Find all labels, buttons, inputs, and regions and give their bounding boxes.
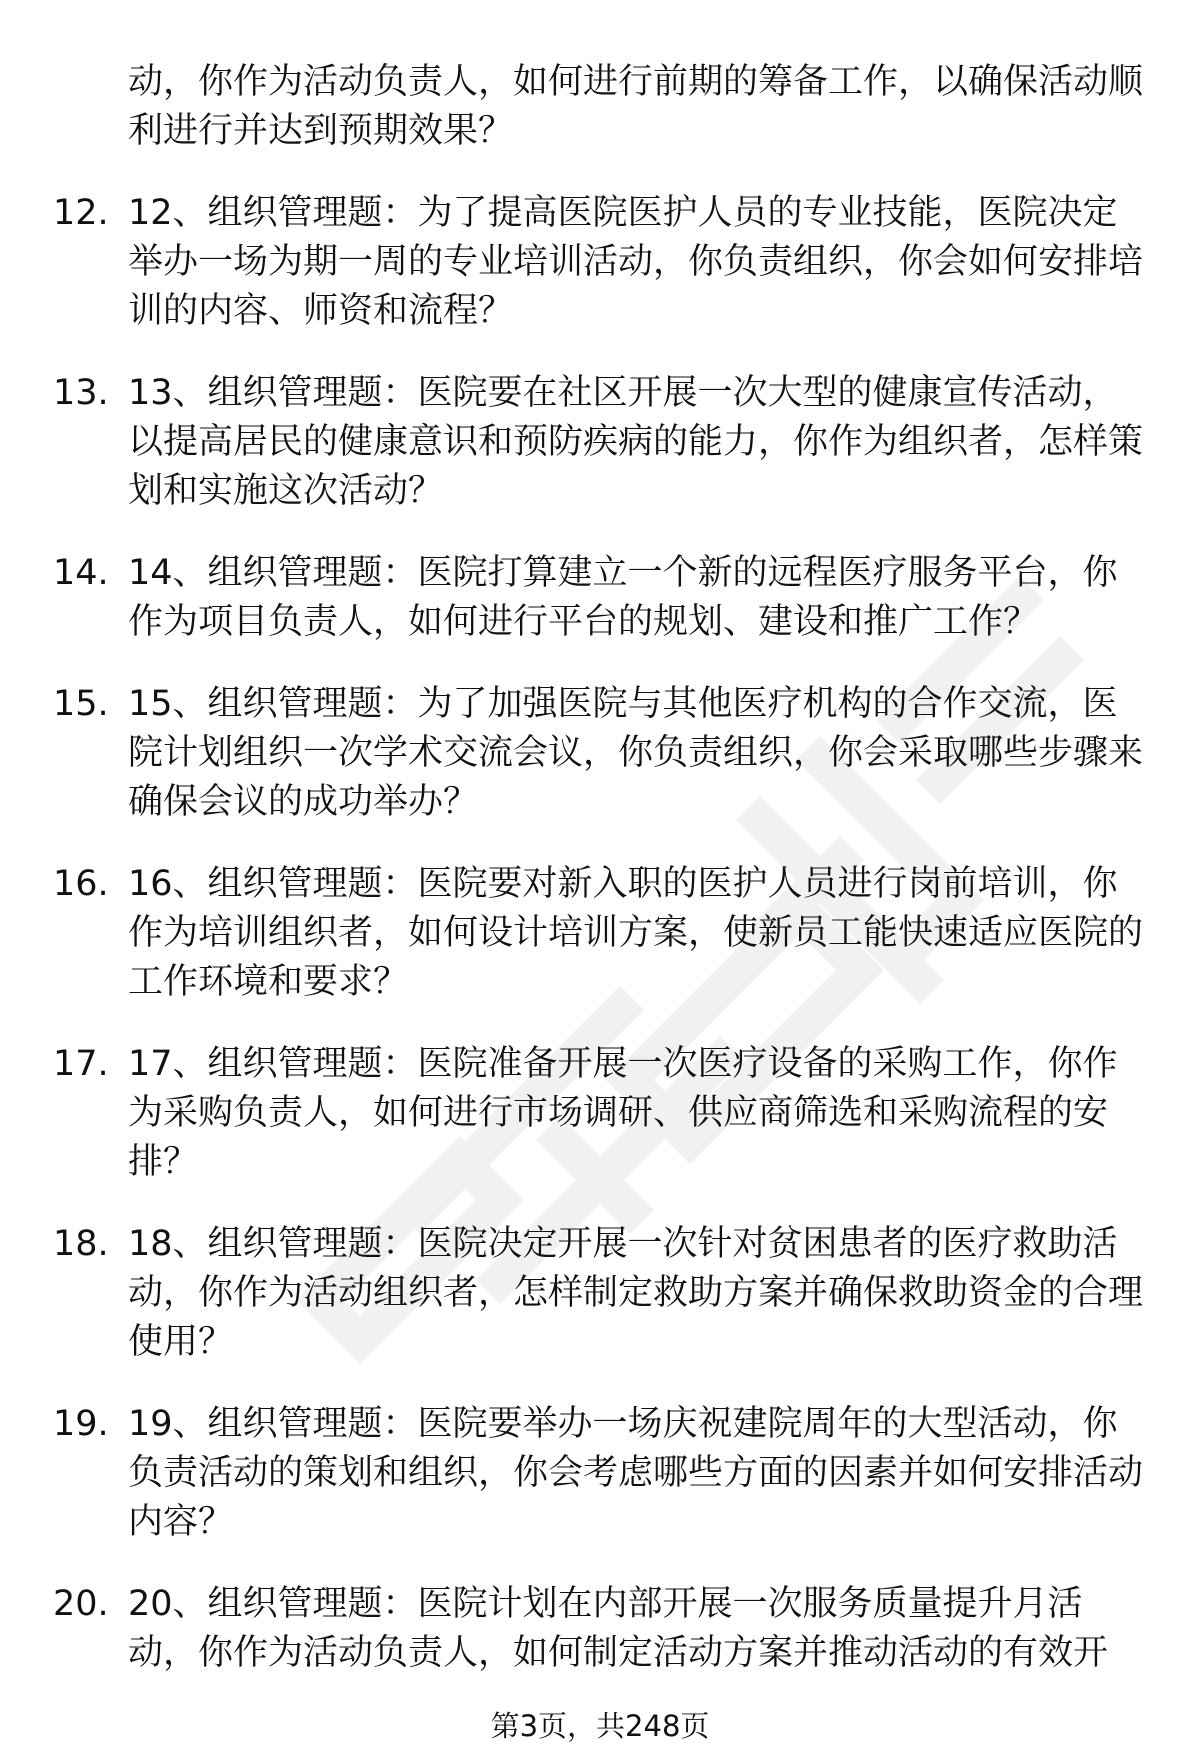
content-area [0, 58, 1200, 1678]
list-item [0, 1220, 1200, 1367]
item-number: 16. [53, 864, 109, 904]
item-number: 14. [53, 553, 109, 593]
list-item [0, 1400, 1200, 1547]
item-number: 18. [53, 1224, 109, 1264]
item-text: 14、组织管理题：医院打算建立一个新的远程医疗服务平台，你作为项目负责人，如何进行平台的规划、建设和推广工作？ [128, 553, 1118, 642]
item-text: 12、组织管理题：为了提高医院医护人员的专业技能，医院决定举办一场为期一周的专业培训活动，你负责组织，你会如何安排培训的内容、师资和流程？ [128, 193, 1144, 331]
item-number: 13. [53, 373, 109, 413]
list-item [0, 1040, 1200, 1187]
item-text: 18、组织管理题：医院决定开展一次针对贫困患者的医疗救助活动，你作为活动组织者，怎样制定救助方案并确保救助资金的合理使用？ [128, 1224, 1144, 1362]
list-item [0, 189, 1200, 336]
list-item [0, 680, 1200, 827]
item-number: 20. [53, 1584, 109, 1624]
item-text: 19、组织管理题：医院要举办一场庆祝建院周年的大型活动，你负责活动的策划和组织，你会考虑哪些方面的因素并如何安排活动内容？ [128, 1404, 1144, 1542]
page-footer: 第3页，共248页 [490, 1709, 710, 1743]
item-number: 19. [53, 1404, 109, 1444]
list-item [0, 549, 1200, 647]
item-text: 15、组织管理题：为了加强医院与其他医疗机构的合作交流，医院计划组织一次学术交流会议，你负责组织，你会采取哪些步骤来确保会议的成功举办？ [128, 684, 1144, 822]
item-text: 17、组织管理题：医院准备开展一次医疗设备的采购工作，你作为采购负责人，如何进行市场调研、供应商筛选和采购流程的安排？ [128, 1044, 1118, 1182]
item-text: 20、组织管理题：医院计划在内部开展一次服务质量提升月活动，你作为活动负责人，如何制定活动方案并推动活动的有效开 [128, 1584, 1109, 1673]
list-item [0, 860, 1200, 1007]
item-number: 12. [53, 193, 109, 233]
item-number: 17. [53, 1044, 109, 1084]
item-text: 13、组织管理题：医院要在社区开展一次大型的健康宣传活动，以提高居民的健康意识和预防疾病的能力，你作为组织者，怎样策划和实施这次活动？ [128, 373, 1144, 511]
item-text: 16、组织管理题：医院要对新入职的医护人员进行岗前培训，你作为培训组织者，如何设计培训方案，使新员工能快速适应医院的工作环境和要求？ [128, 864, 1144, 1002]
item-number: 15. [53, 684, 109, 724]
continued-paragraph: 动，你作为活动负责人，如何进行前期的筹备工作，以确保活动顺利进行并达到预期效果？ [128, 62, 1144, 151]
list-item [0, 1580, 1200, 1678]
list-item [0, 369, 1200, 516]
